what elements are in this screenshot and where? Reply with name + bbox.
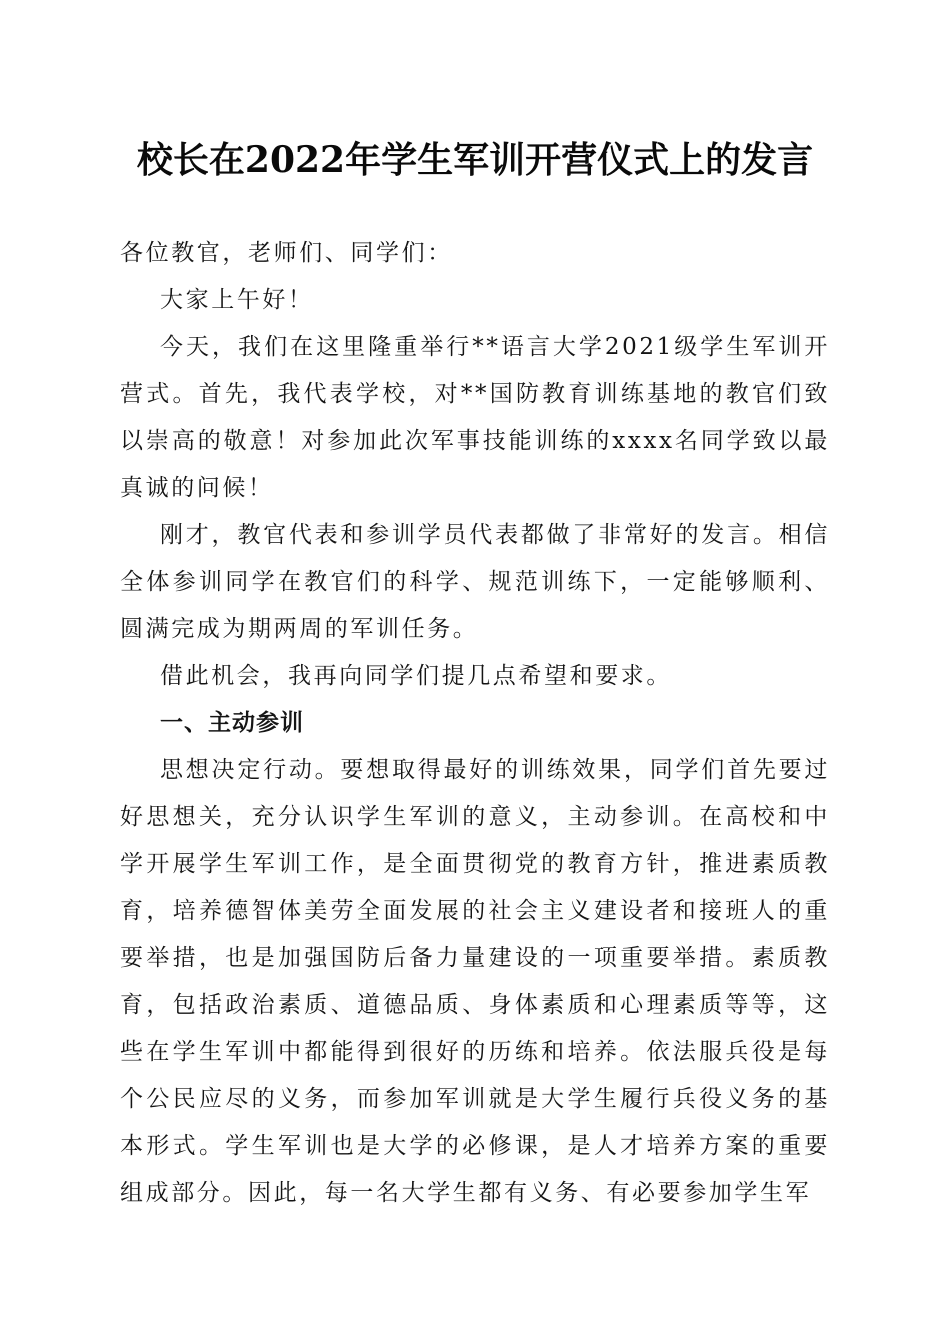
- document-body: [120, 230, 830, 1217]
- paragraph-speeches: 刚才，教官代表和参训学员代表都做了非常好的发言。相信全体参训同学在教官们的科学、规范训练下，一定能够顺利、圆满完成为期两周的军训任务。: [120, 522, 830, 642]
- paragraph-opening: 今天，我们在这里隆重举行**语言大学2021级学生军训开营式。首先，我代表学校，对**国防教育训练基地的教官们致以崇高的敬意！对参加此次军事技能训练的xxxx名同学致以最真诚的问候！: [120, 334, 830, 501]
- salutation: 各位教官，老师们、同学们：: [120, 240, 453, 266]
- greeting: 大家上午好！: [160, 287, 314, 313]
- section-paragraph: 思想决定行动。要想取得最好的训练效果，同学们首先要过好思想关，充分认识学生军训的意义，主动参训。在高校和中学开展学生军训工作，是全面贯彻党的教育方针，推进素质教育，培养德智体美劳全面发展的社会主义建设者和接班人的重要举措，也是加强国防后备力量建设的一项重要举措。素质教育，包括政治素质、道德品质、身体素质和心理素质等等，这些在学生军训中都能得到很好的历练和培养。依法服兵役是每个公民应尽的义务，而参加军训就是大学生履行兵役义务的基本形式。学生军训也是大学的必修课，是人才培养方案的重要组成部分。因此，每一名大学生都有义务、有必要参加学生军: [120, 757, 830, 1206]
- paragraph-requirements-intro: 借此机会，我再向同学们提几点希望和要求。: [160, 663, 672, 689]
- section-heading: 一、主动参训: [160, 710, 304, 736]
- document-title: 校长在2022年学生军训开营仪式上的发言: [136, 139, 814, 181]
